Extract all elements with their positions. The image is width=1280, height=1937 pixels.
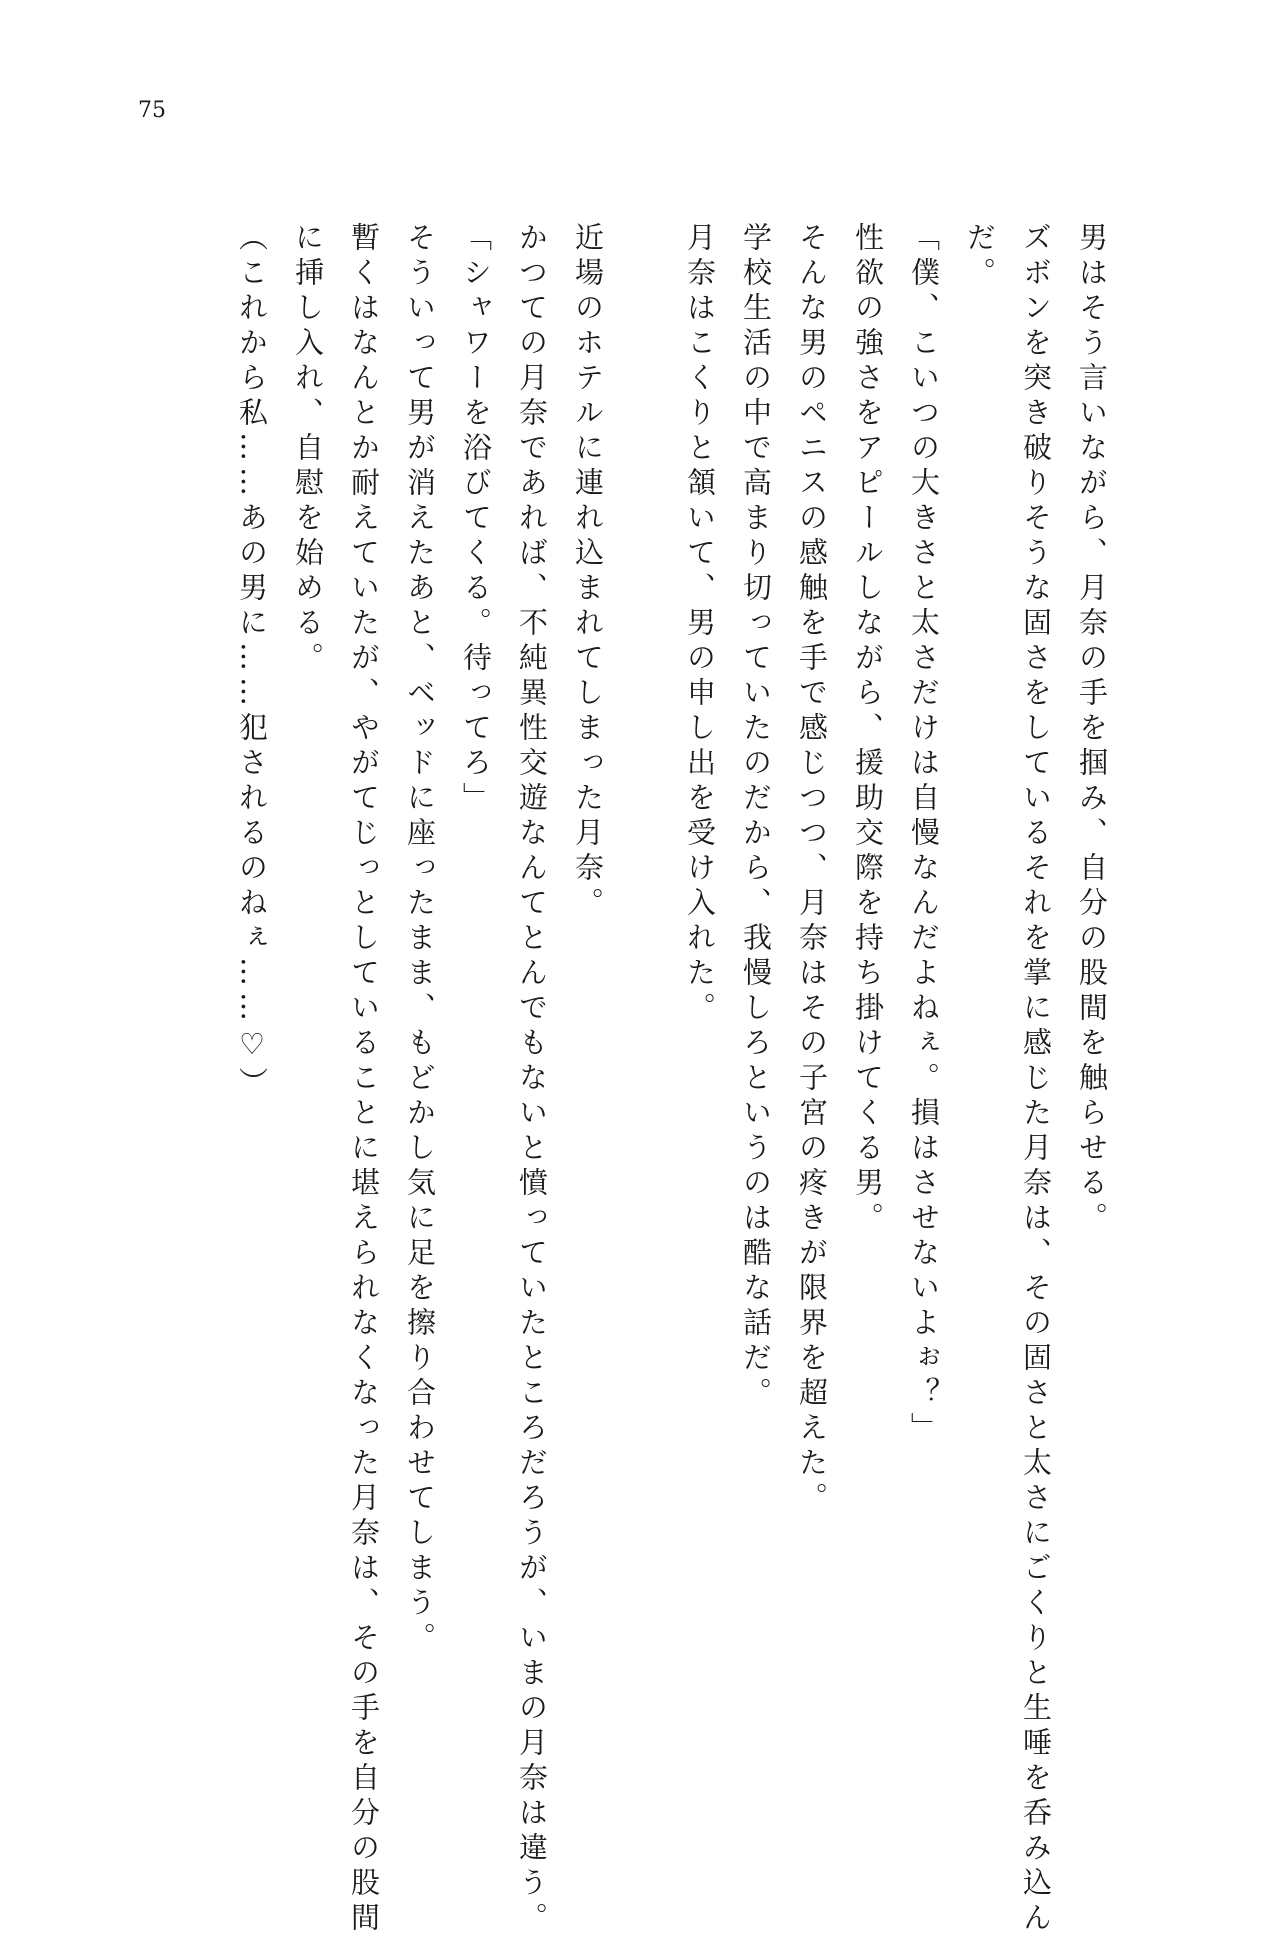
text-line: 近場のホテルに連れ込まれてしまった月奈。 — [571, 222, 605, 922]
text-line: だ。 — [963, 222, 997, 292]
page-number: 75 — [138, 98, 166, 123]
text-line: 月奈はこくりと頷いて、男の申し出を受け入れた。 — [683, 222, 717, 1027]
text-line: （これから私……あの男に……犯されるのねぇ……♡） — [235, 222, 269, 1102]
text-line: 性欲の強さをアピールしながら、援助交際を持ち掛けてくる男。 — [851, 222, 885, 1237]
text-line: そんな男のペニスの感触を手で感じつつ、月奈はその子宮の疼きが限界を超えた。 — [795, 222, 829, 1517]
text-line: に挿し入れ、自慰を始める。 — [291, 222, 325, 677]
vertical-body-text — [224, 222, 1120, 1937]
text-line: そういって男が消えたあと、ベッドに座ったまま、もどかし気に足を擦り合わせてしまう。 — [403, 222, 437, 1657]
text-line: 「シャワーを浴びてくる。待ってろ」 — [459, 222, 493, 817]
text-line: ズボンを突き破りそうな固さをしているそれを掌に感じた月奈は、その固さと太さにごくりと生唾を呑み込ん — [1019, 222, 1053, 1937]
text-line: 「僕、こいつの大きさと太さだけは自慢なんだよねぇ。損はさせないよぉ？」 — [907, 222, 941, 1447]
text-line: 男はそう言いながら、月奈の手を掴み、自分の股間を触らせる。 — [1075, 222, 1109, 1237]
text-line: 暫くはなんとか耐えていたが、やがてじっとしていることに堪えられなくなった月奈は、その手を自分の股間 — [347, 222, 381, 1937]
text-line: 学校生活の中で高まり切っていたのだから、我慢しろというのは酷な話だ。 — [739, 222, 773, 1412]
text-line: かつての月奈であれば、不純異性交遊なんてとんでもないと憤っていたところだろうが、いまの月奈は違う。 — [515, 222, 549, 1937]
section-break — [616, 222, 672, 223]
